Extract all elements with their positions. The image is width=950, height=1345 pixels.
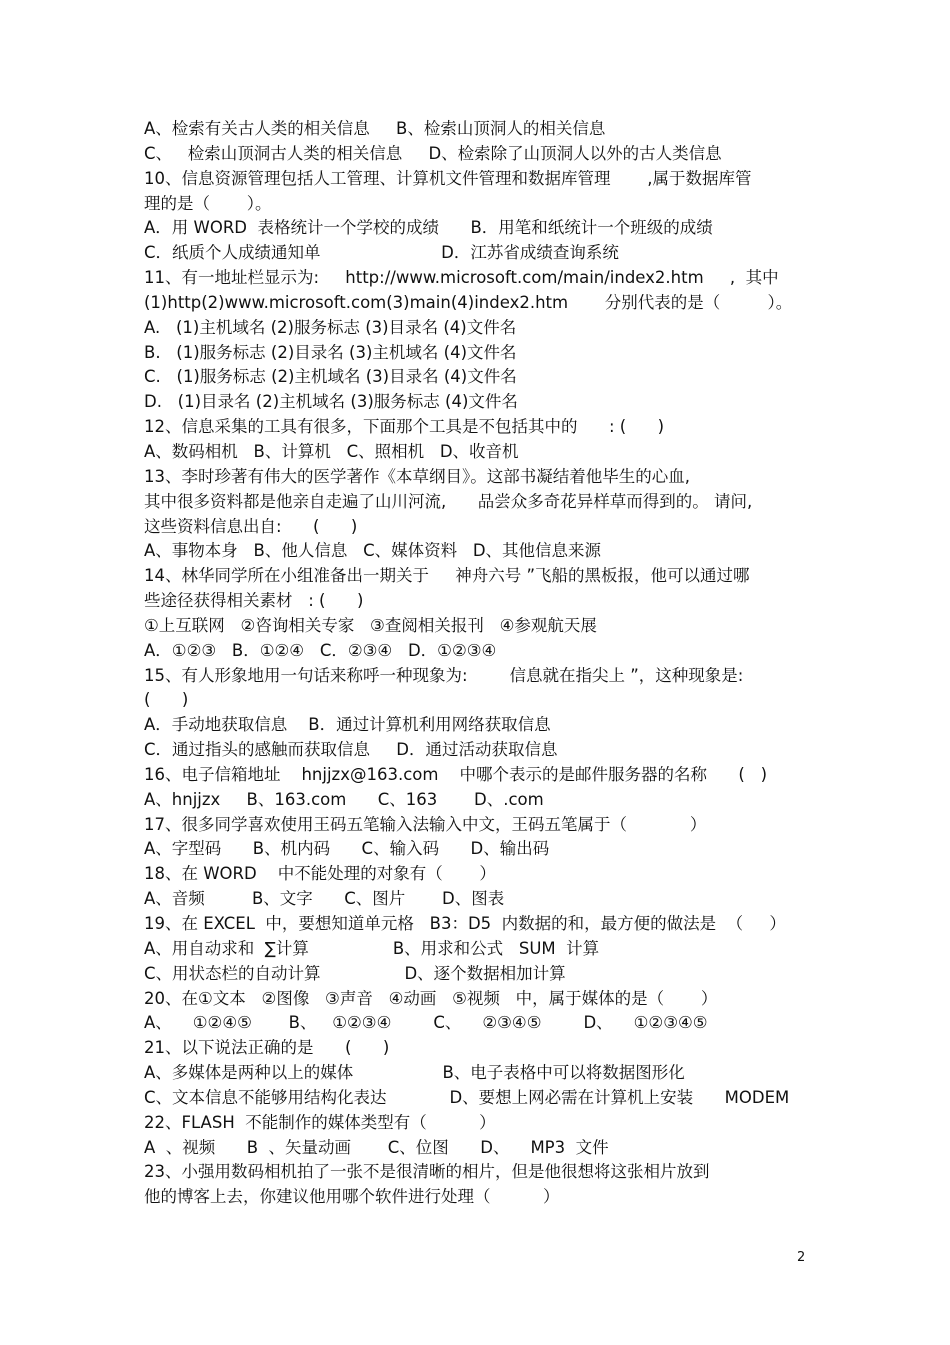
text-line: A 、视频 B 、矢量动画 C、位图 D、 MP3 文件 <box>144 1137 609 1157</box>
text-line: 其中很多资料都是他亲自走遍了山川河流, 品尝众多奇花异样草而得到的。 请问, <box>144 491 753 511</box>
text-line: 19、在 EXCEL 中，要想知道单元格 B3：D5 内数据的和，最方便的做法是 （ ） <box>144 914 786 933</box>
text-line: ①上互联网 ②咨询相关专家 ③查阅相关报刊 ④参观航天展 <box>144 615 597 635</box>
text-line: A、字型码 B、机内码 C、输入码 D、输出码 <box>144 839 550 859</box>
text-line: D. (1)目录名 (2)主机域名 (3)服务标志 (4)文件名 <box>144 392 518 412</box>
text-line: A、音频 B、文字 C、图片 D、图表 <box>144 889 505 909</box>
text-line: C、文本信息不能够用结构化表达 D、要想上网必需在计算机上安装 MODEM <box>144 1087 790 1107</box>
text-line: A、用自动求和 ∑计算 B、用求和公式 SUM 计算 <box>144 938 600 958</box>
text-line: A．手动地获取信息 B．通过计算机利用网络获取信息 <box>144 715 551 735</box>
text-line: 11、有一地址栏显示为: http://www.microsoft.com/main/index2.htm , 其中 <box>144 268 779 288</box>
text-line: A、多媒体是两种以上的媒体 B、电子表格中可以将数据图形化 <box>144 1063 685 1083</box>
text-line: 12、信息采集的工具有很多，下面那个工具是不包括其中的 : ( ) <box>144 417 665 437</box>
text-line: A. (1)主机域名 (2)服务标志 (3)目录名 (4)文件名 <box>144 317 517 337</box>
text-line: A、检索有关古人类的相关信息 B、检索山顶洞人的相关信息 <box>144 119 606 138</box>
text-line: A．①②③ B．①②④ C．②③④ D．①②③④ <box>144 640 497 660</box>
text-line: 22、FLASH 不能制作的媒体类型有（ ） <box>144 1112 496 1132</box>
page-number: 2 <box>797 1250 806 1265</box>
text-line: C、用状态栏的自动计算 D、逐个数据相加计算 <box>144 963 566 983</box>
text-line: C、 检索山顶洞古人类的相关信息 D、检索除了山顶洞人以外的古人类信息 <box>144 143 722 163</box>
text-line: 16、电子信箱地址 hnjjzx@163.com 中哪个表示的是邮件服务器的名称 ( ) <box>144 764 768 784</box>
text-line: 17、很多同学喜欢使用王码五笔输入法输入中文，王码五笔属于（ ） <box>144 814 707 834</box>
text-line: C. (1)服务标志 (2)主机域名 (3)目录名 (4)文件名 <box>144 367 517 387</box>
text-line: A、数码相机 B、计算机 C、照相机 D、收音机 <box>144 441 519 461</box>
text-line: 15、有人形象地用一句话来称呼一种现象为: 信息就在指尖上 ”，这种现象是: <box>144 665 744 685</box>
text-line: A．用 WORD 表格统计一个学校的成绩 B．用笔和纸统计一个班级的成绩 <box>144 218 713 238</box>
text-line: A、事物本身 B、他人信息 C、媒体资料 D、其他信息来源 <box>144 541 602 561</box>
text-line: 10、信息资源管理包括人工管理、计算机文件管理和数据库管理 ,属于数据库管 <box>144 168 752 188</box>
text-line: 些途径获得相关素材 : ( ) <box>144 591 364 611</box>
text-line: 14、林华同学所在小组准备出一期关于 神舟六号 ”飞船的黑板报，他可以通过哪 <box>144 566 750 586</box>
text-line: 理的是（ ）。 <box>144 193 272 213</box>
text-line: C．纸质个人成绩通知单 D．江苏省成绩查询系统 <box>144 243 619 263</box>
text-line: (1)http(2)www.microsoft.com(3)main(4)index2.htm 分别代表的是（ ）。 <box>144 292 793 312</box>
question-text-block <box>144 117 824 1210</box>
text-line: C．通过指头的感触而获取信息 D．通过活动获取信息 <box>144 740 558 760</box>
text-line: 23、小强用数码相机拍了一张不是很清晰的相片，但是他很想将这张相片放到 <box>144 1162 710 1182</box>
text-line: A、 ①②④⑤ B、 ①②③④ C、 ②③④⑤ D、 ①②③④⑤ <box>144 1013 708 1033</box>
text-line: B. (1)服务标志 (2)目录名 (3)主机域名 (4)文件名 <box>144 342 517 362</box>
text-line: ( ) <box>144 690 189 710</box>
text-line: A、hnjjzx B、163.com C、163 D、.com <box>144 789 544 809</box>
text-line: 他的博客上去，你建议他用哪个软件进行处理（ ） <box>144 1187 560 1207</box>
text-line: 13、李时珍著有伟大的医学著作《本草纲目》。这部书凝结着他毕生的心血, <box>144 466 690 486</box>
text-line: 18、在 WORD 中不能处理的对象有（ ） <box>144 864 496 884</box>
text-line: 21、以下说法正确的是 ( ) <box>144 1038 390 1058</box>
text-line: 20、在①文本 ②图像 ③声音 ④动画 ⑤视频 中，属于媒体的是（ ） <box>144 988 718 1008</box>
text-line: 这些资料信息出自: ( ) <box>144 516 358 536</box>
